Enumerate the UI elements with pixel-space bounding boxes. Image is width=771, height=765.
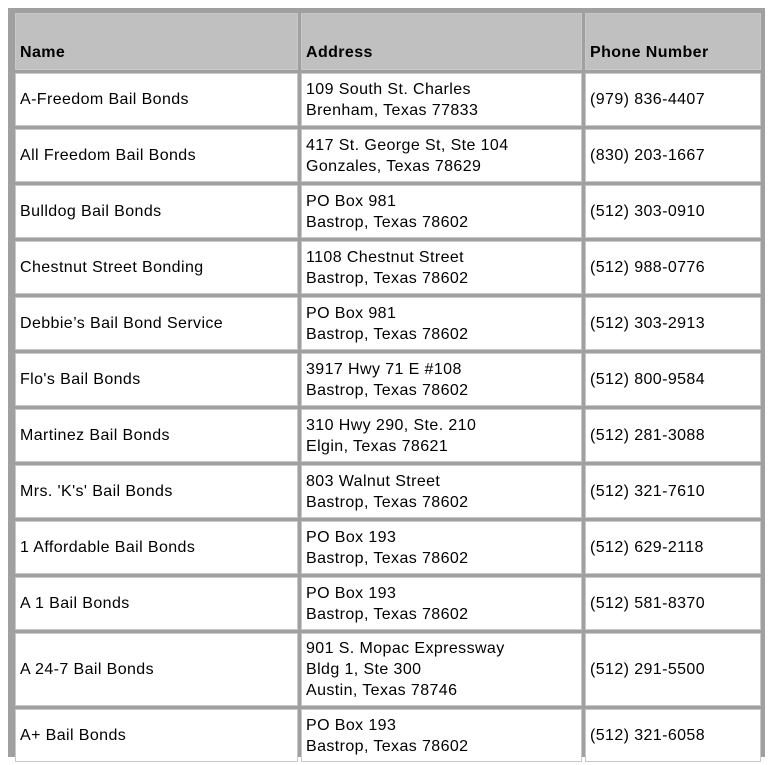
table-row: [15, 73, 761, 126]
address-line: 109 South St. Charles: [306, 80, 471, 98]
header-phone: Phone Number: [585, 13, 761, 70]
cell-name: Mrs. 'K's' Bail Bonds: [15, 465, 298, 518]
table-frame: [8, 8, 765, 757]
cell-address: [301, 73, 582, 126]
address-line: Bldg 1, Ste 300: [306, 661, 422, 678]
cell-name: Debbie’s Bail Bond Service: [15, 297, 298, 350]
address-line: 417 St. George St, Ste 104: [306, 136, 509, 154]
cell-phone: (830) 203-1667: [585, 129, 761, 182]
cell-address: [301, 577, 582, 630]
cell-phone: (512) 581-8370: [585, 577, 761, 630]
cell-name: A+ Bail Bonds: [15, 709, 298, 762]
cell-name: 1 Affordable Bail Bonds: [15, 521, 298, 574]
address-line: PO Box 193: [306, 584, 397, 602]
table-row: [15, 521, 761, 574]
table-row: [15, 129, 761, 182]
address-line: Brenham, Texas 77833: [306, 101, 479, 119]
table-row: [15, 297, 761, 350]
cell-phone: (512) 321-6058: [585, 709, 761, 762]
header-name: Name: [15, 13, 298, 70]
cell-phone: (512) 800-9584: [585, 353, 761, 406]
cell-phone: (512) 321-7610: [585, 465, 761, 518]
address-line: 3917 Hwy 71 E #108: [306, 360, 462, 378]
cell-phone: (512) 281-3088: [585, 409, 761, 462]
address-line: 803 Walnut Street: [306, 472, 441, 490]
table-row: [15, 353, 761, 406]
table-row: [15, 409, 761, 462]
address-line: PO Box 981: [306, 304, 397, 322]
cell-phone: (512) 291-5500: [585, 633, 761, 706]
address-line: Bastrop, Texas 78602: [306, 213, 469, 231]
address-line: Elgin, Texas 78621: [306, 437, 449, 455]
cell-name: Martinez Bail Bonds: [15, 409, 298, 462]
cell-address: [301, 409, 582, 462]
address-line: PO Box 193: [306, 716, 397, 734]
cell-phone: (512) 629-2118: [585, 521, 761, 574]
table-row: [15, 185, 761, 238]
cell-address: [301, 709, 582, 762]
cell-phone: (979) 836-4407: [585, 73, 761, 126]
table-row: [15, 241, 761, 294]
address-line: 310 Hwy 290, Ste. 210: [306, 416, 477, 434]
bail-bonds-table: [12, 10, 764, 765]
address-line: Bastrop, Texas 78602: [306, 325, 469, 343]
cell-address: [301, 129, 582, 182]
cell-phone: (512) 988-0776: [585, 241, 761, 294]
address-line: Bastrop, Texas 78602: [306, 605, 469, 623]
address-line: PO Box 193: [306, 528, 397, 546]
table-row: [15, 465, 761, 518]
address-line: Gonzales, Texas 78629: [306, 157, 482, 175]
cell-address: [301, 185, 582, 238]
cell-name: Chestnut Street Bonding: [15, 241, 298, 294]
cell-name: Bulldog Bail Bonds: [15, 185, 298, 238]
cell-phone: (512) 303-0910: [585, 185, 761, 238]
cell-address: [301, 241, 582, 294]
cell-address: [301, 521, 582, 574]
address-line: Bastrop, Texas 78602: [306, 549, 469, 567]
address-line: Bastrop, Texas 78602: [306, 269, 469, 287]
address-line: 901 S. Mopac Expressway: [306, 640, 505, 657]
address-line: Bastrop, Texas 78602: [306, 493, 469, 511]
cell-name: Flo's Bail Bonds: [15, 353, 298, 406]
address-line: Bastrop, Texas 78602: [306, 737, 469, 755]
cell-phone: (512) 303-2913: [585, 297, 761, 350]
table-row: [15, 633, 761, 706]
header-row: [15, 13, 761, 70]
cell-name: A-Freedom Bail Bonds: [15, 73, 298, 126]
cell-address: [301, 297, 582, 350]
cell-address: [301, 353, 582, 406]
cell-name: A 24-7 Bail Bonds: [15, 633, 298, 706]
cell-address: [301, 633, 582, 706]
address-line: 1108 Chestnut Street: [306, 248, 465, 266]
table-row: [15, 577, 761, 630]
table-row: [15, 709, 761, 762]
table-body: [15, 73, 761, 762]
header-address: Address: [301, 13, 582, 70]
address-line: PO Box 981: [306, 192, 397, 210]
cell-name: All Freedom Bail Bonds: [15, 129, 298, 182]
address-line: Austin, Texas 78746: [306, 682, 458, 699]
cell-address: [301, 465, 582, 518]
cell-name: A 1 Bail Bonds: [15, 577, 298, 630]
address-line: Bastrop, Texas 78602: [306, 381, 469, 399]
